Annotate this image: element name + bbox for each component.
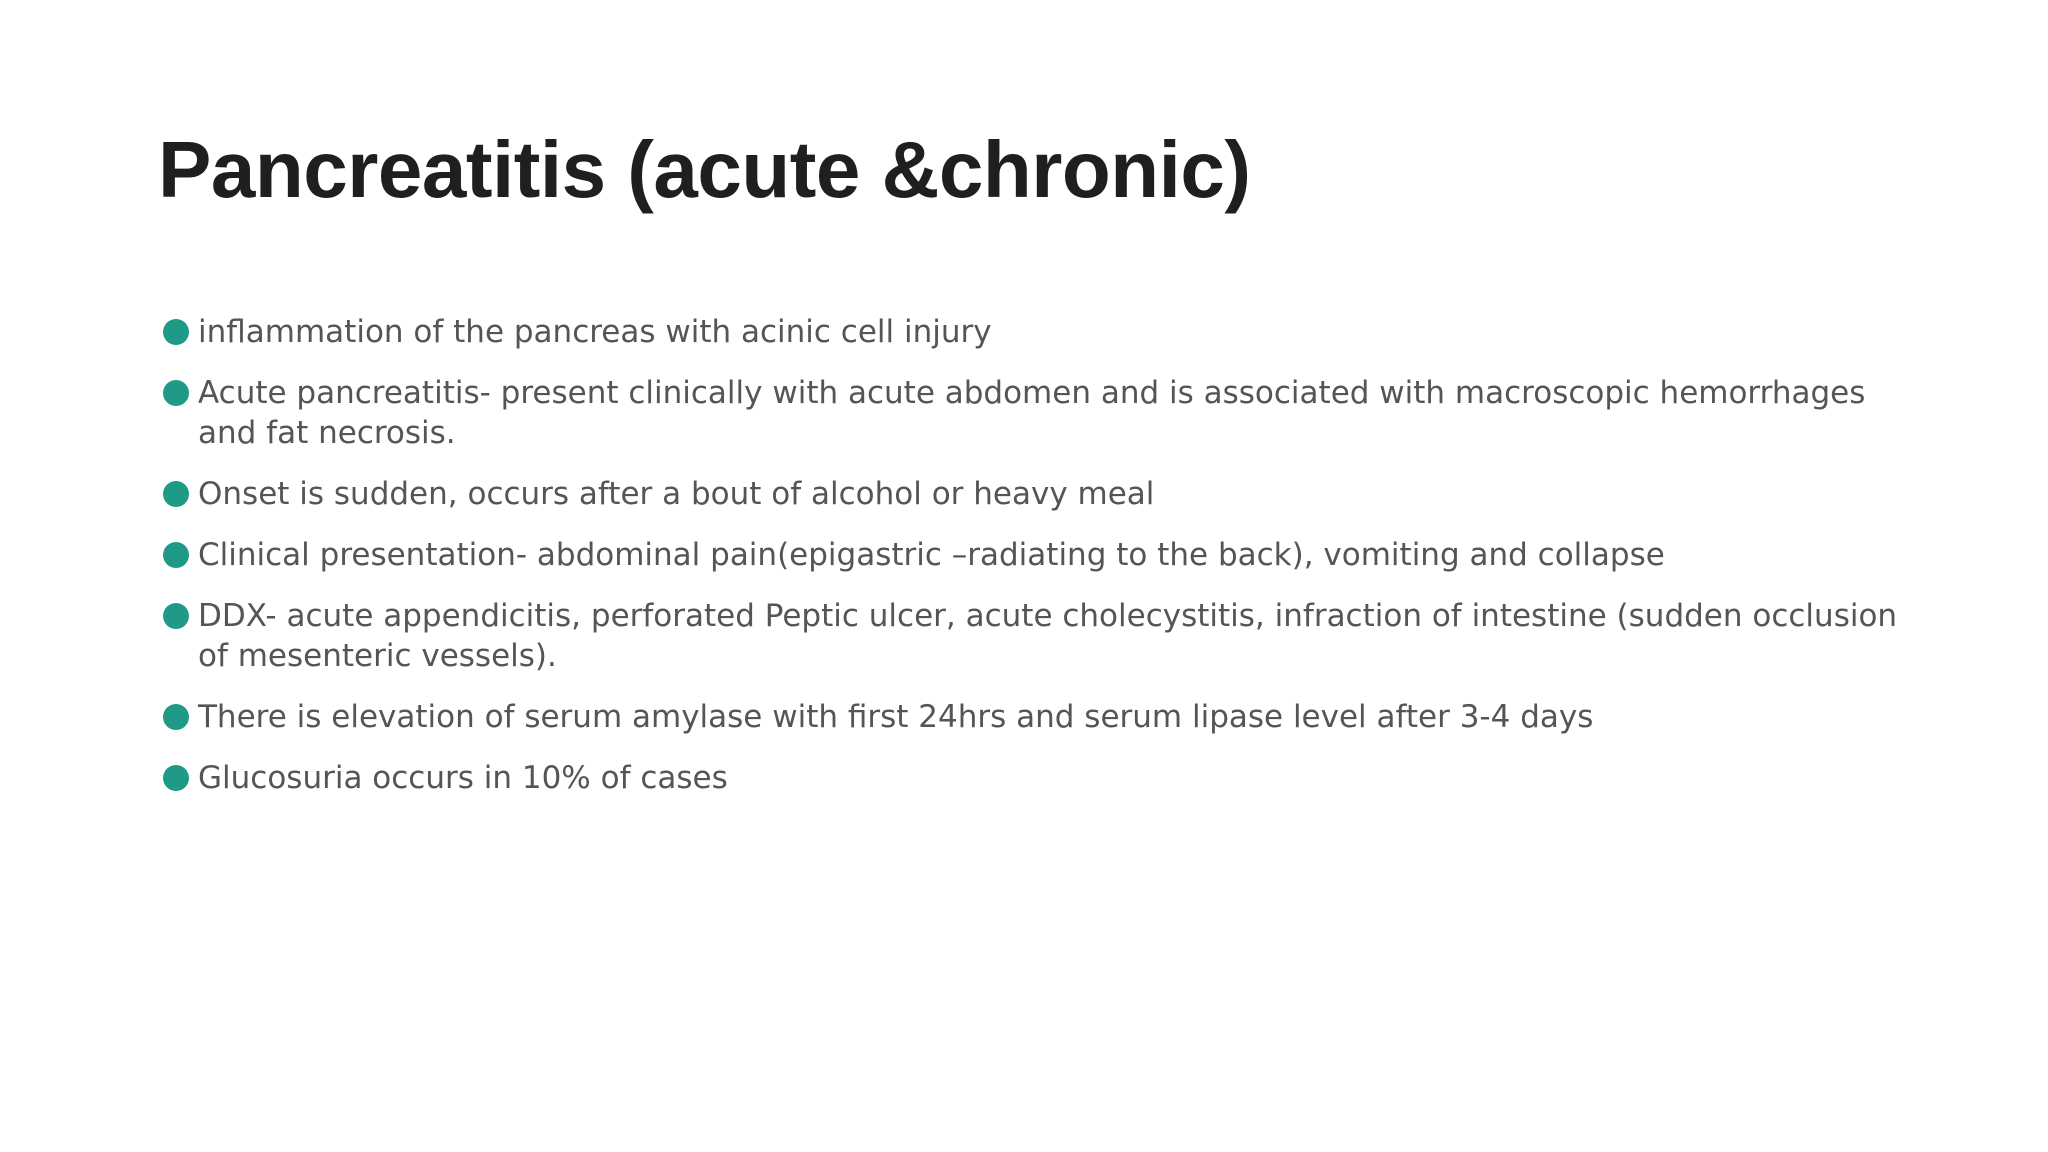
- bullet-dot-icon: [163, 542, 189, 568]
- bullet-dot-icon: [163, 704, 189, 730]
- bullet-item: [160, 312, 1920, 352]
- bullet-dot-icon: [163, 319, 189, 345]
- bullet-dot-icon: [163, 765, 189, 791]
- bullet-text: There is elevation of serum amylase with first 24hrs and serum lipase level after 3-4 days: [198, 699, 1594, 735]
- bullet-text: inflammation of the pancreas with acinic cell injury: [198, 314, 992, 350]
- bullet-item: [160, 535, 1920, 575]
- bullet-list: [160, 312, 1920, 819]
- bullet-item: [160, 373, 1920, 453]
- bullet-dot-icon: [163, 380, 189, 406]
- bullet-item: [160, 697, 1920, 737]
- bullet-text: Acute pancreatitis- present clinically with acute abdomen and is associated with macroscopic hemorrhages and fat necrosis.: [198, 375, 1866, 451]
- bullet-dot-icon: [163, 481, 189, 507]
- bullet-item: [160, 474, 1920, 514]
- bullet-item: [160, 758, 1920, 798]
- bullet-item: [160, 596, 1920, 676]
- bullet-dot-icon: [163, 603, 189, 629]
- bullet-text: Clinical presentation- abdominal pain(epigastric –radiating to the back), vomiting and collapse: [198, 537, 1665, 573]
- bullet-text: DDX- acute appendicitis, perforated Peptic ulcer, acute cholecystitis, infraction of intestine (sudden occlusion of mesenteric vessels).: [198, 598, 1898, 674]
- bullet-text: Glucosuria occurs in 10% of cases: [198, 760, 728, 796]
- bullet-text: Onset is sudden, occurs after a bout of alcohol or heavy meal: [198, 476, 1155, 512]
- slide-title: Pancreatitis (acute &chronic): [158, 125, 1251, 214]
